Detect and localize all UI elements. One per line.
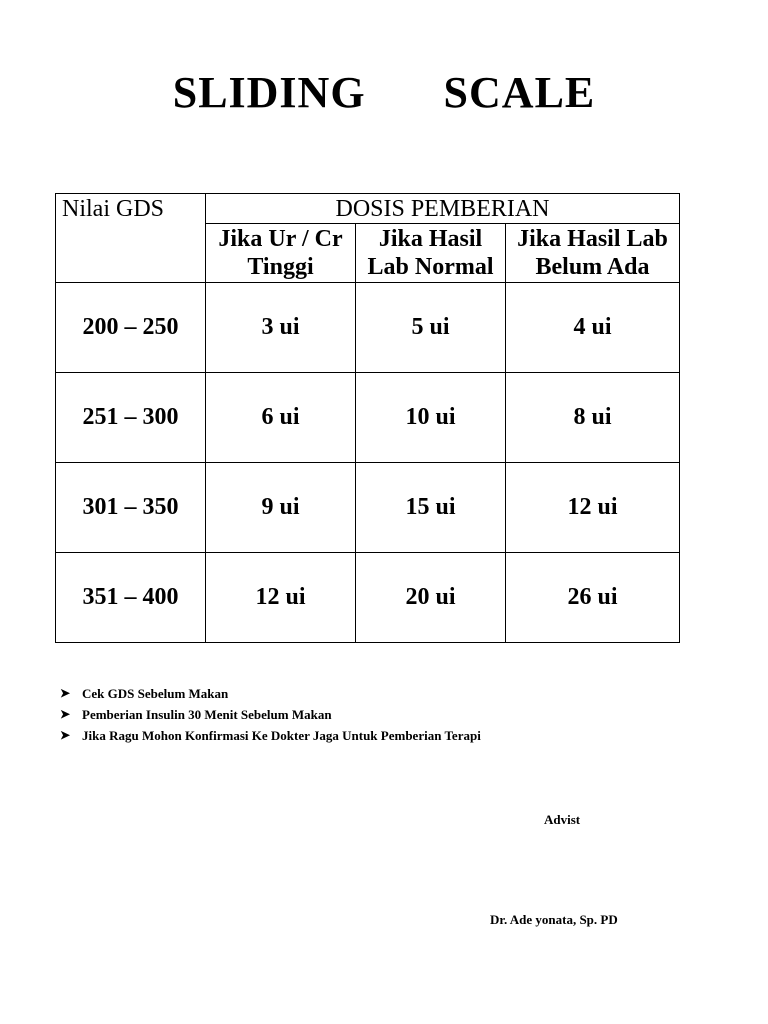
arrowhead-bullet-icon: ➤ [60, 686, 71, 700]
doctor-signature-name: Dr. Ade yonata, Sp. PD [490, 912, 618, 927]
note-text: Cek GDS Sebelum Makan [82, 685, 229, 701]
gds-range-cell: 301 – 350 [56, 463, 206, 553]
subheader-lab-normal-line1: Jika Hasil [378, 226, 483, 252]
list-item [60, 704, 481, 725]
table-row [56, 283, 680, 373]
dose-belum-cell: 12 ui [506, 463, 680, 553]
subheader-ur-cr-line1: Jika Ur / Cr [218, 226, 343, 252]
subheader-ur-cr [206, 224, 356, 283]
dose-belum-cell: 26 ui [506, 553, 680, 643]
notes-list [60, 683, 481, 746]
gds-range-cell: 251 – 300 [56, 373, 206, 463]
advist-label: Advist [544, 812, 581, 827]
list-item [60, 683, 481, 704]
dose-ur-cr-cell: 3 ui [206, 283, 356, 373]
table-row [56, 463, 680, 553]
page-title: SLIDING SCALE [172, 68, 596, 117]
table-header-row [56, 194, 680, 224]
subheader-ur-cr-line2: Tinggi [247, 254, 314, 280]
list-item [60, 725, 481, 746]
dose-normal-cell: 20 ui [356, 553, 506, 643]
subheader-lab-belum-line1: Jika Hasil Lab [517, 226, 668, 252]
arrowhead-bullet-icon: ➤ [60, 728, 71, 742]
dose-belum-cell: 8 ui [506, 373, 680, 463]
gds-range-cell: 351 – 400 [56, 553, 206, 643]
dose-normal-cell: 10 ui [356, 373, 506, 463]
note-text: Pemberian Insulin 30 Menit Sebelum Makan [82, 706, 332, 722]
sliding-scale-table [55, 193, 680, 643]
subheader-lab-normal-line2: Lab Normal [367, 254, 494, 280]
arrowhead-bullet-icon: ➤ [60, 707, 71, 721]
dosis-header: DOSIS PEMBERIAN [206, 194, 680, 224]
dose-ur-cr-cell: 6 ui [206, 373, 356, 463]
dose-ur-cr-cell: 9 ui [206, 463, 356, 553]
note-text: Jika Ragu Mohon Konfirmasi Ke Dokter Jaga Untuk Pemberian Terapi [82, 727, 481, 743]
dose-normal-cell: 15 ui [356, 463, 506, 553]
gds-header: Nilai GDS [56, 194, 206, 283]
subheader-lab-belum [506, 224, 680, 283]
subheader-lab-belum-line2: Belum Ada [535, 254, 650, 280]
table-row [56, 373, 680, 463]
dose-ur-cr-cell: 12 ui [206, 553, 356, 643]
table-row [56, 553, 680, 643]
gds-range-cell: 200 – 250 [56, 283, 206, 373]
dose-normal-cell: 5 ui [356, 283, 506, 373]
subheader-lab-normal [356, 224, 506, 283]
dose-belum-cell: 4 ui [506, 283, 680, 373]
